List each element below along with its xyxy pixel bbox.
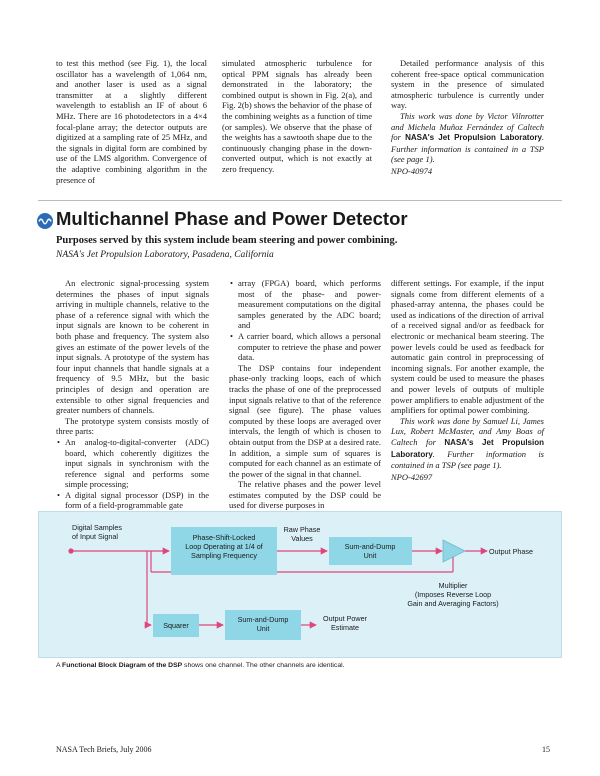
article-credit xyxy=(391,416,544,471)
credit-lab: NASA's Jet Propulsion Laboratory xyxy=(405,133,542,143)
top-col3-credit xyxy=(391,111,544,165)
pll-label: Loop Operating at 1/4 of xyxy=(185,542,263,551)
credit-text: This work was done by Samuel Li, James Lux, Robert McMaster, and Amy Boas of Caltech for xyxy=(391,415,544,447)
sum-dump-label: Unit xyxy=(363,551,377,560)
credit-text-end: . Further information is contained in a TSP (see page 1). xyxy=(391,132,545,165)
article-column-2 xyxy=(229,278,381,511)
top-col3-npo: NPO-40974 xyxy=(391,165,433,176)
squarer-label: Squarer xyxy=(163,621,189,630)
output-phase-label: Output Phase xyxy=(489,547,533,556)
top-column-2 xyxy=(222,58,372,175)
caption-text: A xyxy=(56,662,63,669)
top-column-1 xyxy=(56,58,207,185)
multiplier-triangle xyxy=(443,540,465,562)
power-estimate-label: Output Power xyxy=(323,614,367,623)
caption-text-end: shows one channel. The other channels are identical. xyxy=(182,662,345,669)
raw-phase-label: Raw Phase xyxy=(283,525,321,534)
pll-label: Sampling Frequency xyxy=(191,551,257,560)
top-col1-text: to test this method (see Fig. 1), the local oscillator has a wavelength of 1,064 nm, and another laser is used as a signal transmitter at a slightly different wavelength to establish an IF of about 6 MHz. There are 16 photodetectors in a 4×4 focal-plane array; the detector outputs are digitized at a sampling rate of 25 MHz, and the signals in digital form are combined by use of the LMS algorithm. Convergence of the adaptive combining algorithm in the presence of xyxy=(56,58,207,185)
electronics-section-icon xyxy=(37,213,53,229)
list-item-cont: • array (FPGA) board, which performs most of the phase- and power-measurement computations on the digital samples generated by the ADC board; and xyxy=(238,278,381,331)
list-item: • An analog-to-digital-converter (ADC) board, which coherently digitizes the input signals in synchronism with the reference signal and performs some simple processing; xyxy=(65,437,209,490)
article-paragraph: The DSP contains four independent phase-only tracking loops, each of which tracks the phase of one of the preprocessed input signals relative to that of the reference signal (see figure). The phase values computed by these loops are averaged over intervals, the length of which is chosen to obtain output from the DSP at a desired rate. In addition, a simple sum of squares is computed for each channel as an estimate of the power of the signal in that channel. xyxy=(229,362,381,479)
article-npo: NPO-42697 xyxy=(391,471,433,482)
credit-text: This work was done by Victor Vilnrotter and Michela Muñoz Fernández of Caltech for xyxy=(391,110,544,143)
multiplier-label: (Imposes Reverse Loop xyxy=(414,590,492,599)
sum-dump-label: Sum-and-Dump xyxy=(237,615,289,624)
article-column-3 xyxy=(391,278,544,482)
article-title: Multichannel Phase and Power Detector xyxy=(56,208,408,229)
article-affiliation: NASA's Jet Propulsion Laboratory, Pasadena, California xyxy=(56,250,274,260)
sum-dump-label: Sum-and-Dump xyxy=(344,542,396,551)
top-column-3 xyxy=(391,58,544,177)
parts-list-cont xyxy=(229,278,381,331)
article-paragraph: An electronic signal-processing system determines the phases of input signals arriving in multiple channels, relative to the phase of a reference signal with which the input signals are known to be coherent in both phase and frequency. The system also gives an estimate of the power levels of the input signals. A prototype of the system has four input channels that handle signals at a frequency of 9.5 MHz, but the basic principles of design and operation are extensible to other signal frequencies and greater numbers of channels. xyxy=(56,278,209,416)
parts-list xyxy=(56,437,209,511)
block-diagram-figure xyxy=(38,511,562,658)
page-number: 15 xyxy=(542,745,550,754)
parts-list xyxy=(229,331,381,363)
input-label: Digital Samples xyxy=(72,523,122,532)
article-paragraph: different settings. For example, if the input signals come from different elements of a phased-array antenna, the phases could be used as indications of the direction of arrival of a received signal and/or as feedback for electronic or mechanical beam steering. The power levels could be used as feedback for automatic gain control in preprocessing of incoming signals. For another example, the system could be used to measure the phases and power levels of outputs of multiple power amplifiers to enable adjustment of the amplifiers for optimal power combining. xyxy=(391,278,544,416)
top-col3-paragraph: Detailed performance analysis of this coherent free-space optical communication system in the presence of simulated atmospheric turbulence is currently under way. xyxy=(391,58,544,111)
pll-label: Phase-Shift-Locked xyxy=(192,533,256,542)
sum-dump-label: Unit xyxy=(256,624,270,633)
multiplier-label: Multiplier xyxy=(438,581,468,590)
article-paragraph: The relative phases and the power level estimates computed by the DSP could be used for diverse purposes in xyxy=(229,479,381,511)
raw-phase-label: Values xyxy=(291,534,313,543)
list-item: • A carrier board, which allows a personal computer to retrieve the phase and power data. xyxy=(238,331,381,363)
multiplier-label: Gain and Averaging Factors) xyxy=(407,599,499,608)
input-label: of Input Signal xyxy=(72,532,118,541)
top-col2-text: simulated atmospheric turbulence for optical PPM signals has already been demonstrated in the laboratory; the combined output is shown in Fig. 2(a), and Fig. 2(b) shows the behavior of the phase of the combining weights as a function of time (or samples). We observe that the phase of the weights has a sawtooth shape due to the continuously changing phase in the down-converted output, which is not exactly at zero frequency. xyxy=(222,58,372,174)
power-estimate-label: Estimate xyxy=(331,623,359,632)
caption-bold: Functional Block Diagram of the DSP xyxy=(62,662,183,669)
article-subtitle: Purposes served by this system include beam steering and power combining. xyxy=(56,235,398,246)
footer-publication: NASA Tech Briefs, July 2006 xyxy=(56,745,152,754)
figure-caption xyxy=(56,662,345,669)
list-item: • A digital signal processor (DSP) in the form of a field-programmable gate xyxy=(65,490,209,511)
section-divider xyxy=(38,200,562,201)
article-paragraph: The prototype system consists mostly of three parts: xyxy=(56,415,209,437)
credit-text-end: . Further information is contained in a TSP (see page 1). xyxy=(391,448,544,471)
article-column-1 xyxy=(56,278,209,511)
credit-lab: NASA's Jet Propulsion Laboratory xyxy=(391,437,544,459)
